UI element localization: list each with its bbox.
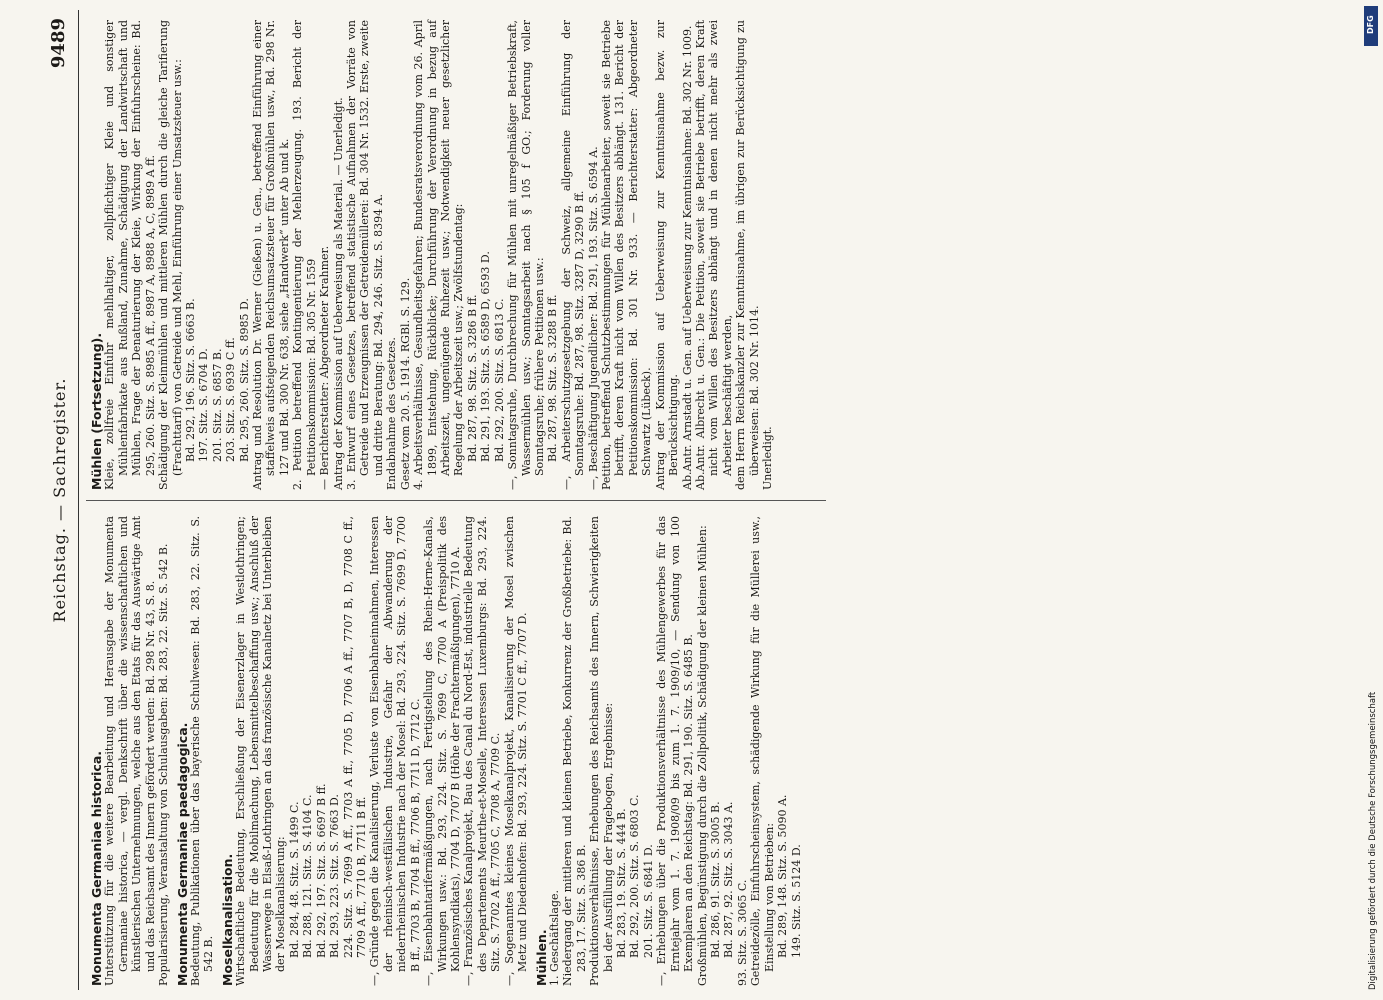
entry-line: Bd. 287, 98. Sitz. S. 3286 B ff. (465, 294, 479, 462)
entry-line: —, Beschäftigung Jugendlicher: Bd. 291, 193. Sitz. S. 6594 A. (586, 146, 600, 490)
entry-line: Bd. 292, 197. Sitz. S. 6697 B ff. (314, 783, 328, 958)
entry-heading: Mühlen. (533, 929, 549, 986)
entry-line: Unterstützung für die weitere Bearbeitung und Herausgabe der Monumenta Germaniae historica, — vergl. Denkschrift über die wissenschaftlichen und künstlerischen Unternehmungen, welche aus den Etats für das Auswärtige Amt und das Reichsamt des Innern gefördert werden: Bd. 298 Nr. 43, S. 8. (103, 516, 157, 986)
entry-line: Bd. 287, 98. Sitz. S. 3288 B ff. (546, 294, 560, 462)
entry-heading: Monumenta Germaniae historica. (89, 750, 104, 986)
page-header (40, 10, 80, 990)
entry-line: Ab.Antr. Albrecht u. Gen.: Die Petition, soweit sie Betriebe betrifft, deren Kraft nicht vom Willen des Besitzers abhängt und in denen nicht mehr als zwei Arbeiter beschäftigt werden, (693, 20, 734, 490)
entry-line: Petition, betreffend Schutzbestimmungen für Mühlenarbeiter, soweit sie Betriebe betrifft, deren Kraft nicht vom Willen des Besitzers abhängt. 131. Bericht der Petitionskommission: Bd. 301 Nr. 933. — Berichterstatter: Abgeordneter Schwartz (Lübeck). (600, 20, 654, 490)
entry-line: Ab.Antr. Arnstadt u. Gen. auf Ueberweisung zur Kenntnisnahme: Bd. 302 Nr. 1009. (680, 25, 694, 490)
entry-line: Bd. 288, 121. Sitz. S. 4104 C. (301, 794, 315, 958)
entry-heading: Monumenta Germaniae paedagogica. (174, 722, 190, 986)
entry-line: Produktionsverhältnisse, Erhebungen des Reichsamts des Innern, Schwierigkeiten bei der Ausfüllung der Fragebogen, Ergebnisse: (588, 516, 615, 986)
entry-line: Großmühlen, Begünstigung durch die Zollpolitik, Schädigung der kleinen Mühlen: (695, 525, 709, 986)
entry-line: —, Sogenanntes kleines Moselkanalprojekt, Kanalisierung der Mosel zwischen Metz und Diedenhofen: Bd. 293, 224. Sitz. S. 7701 C ff., 7707 D. (502, 516, 530, 986)
entry-line: —, Erhebungen über die Produktionsverhältnisse des Mühlengewerbes für das Erntejahr vom 1. 7. 1908/09 bis zum 1. 7. 1909/10, — Sendung von 100 Exemplaren an den Reichstag: Bd. 291, 190. Sitz. S. 6485 B. (655, 516, 696, 986)
entry-line: dem Herrn Reichskanzler zur Kenntnisnahme, im übrigen zur Berücksichtigung zu überweisen: Bd. 302 Nr. 1014. (734, 20, 761, 490)
entry-line: —, Arbeiterschutzgesetzgebung der Schweiz, allgemeine Einführung der Sonntagsruhe: Bd. 287, 98. Sitz. 3287 D, 3290 B ff. (559, 20, 587, 490)
entry-line: 201. Sitz. S. 6857 B. (210, 348, 224, 462)
entry-line: 203. Sitz. S. 6939 C ff. (224, 337, 238, 462)
dfg-logo-text: DFG (1366, 15, 1375, 34)
entry-line: Bd. 286, 91. Sitz. S. 3005 B. (708, 801, 722, 958)
entry-line: —, Gründe gegen die Kanalisierung, Verluste von Eisenbahneinnahmen, Interessen der rheinisch-westfälischen Industrie, Gefahr der Abwanderung der niederrheinischen Industrie nach der Mosel: Bd. 293, 224. Sitz. S. 7699 D, 7700 B ff., 7703 B, 7704 B ff., 7706 B, 7711 D, 7712 C. (368, 516, 422, 986)
entry-line: Antrag der Kommission auf Ueberweisung als Material. — Unerledigt. (331, 97, 345, 490)
entry-line: Bedeutung, Publikationen über das bayerische Schulwesen: Bd. 283, 22. Sitz. S. 542 B. (188, 516, 216, 986)
entry-heading: Mühlen (Fortsetzung). (89, 332, 104, 490)
entry-line: Popularisierung, Veranstaltung von Schulausgaben: Bd. 283, 22. Sitz. S. 542 B. (157, 543, 171, 986)
entry-line: Schädigung der Kleinmühlen und mittleren Mühlen durch die gleiche Tarifierung (Frachttarif) von Getreide und Mehl, Einführung einer Umsatzsteuer usw.: (157, 20, 184, 490)
entry-line: Getreidezölle, Einfuhrscheinsystem, schädigende Wirkung für die Müllerei usw., Einstellung von Betrieben: (749, 516, 776, 986)
register-entry (90, 20, 775, 490)
entry-line: Bd. 291, 193. Sitz. S. 6589 D, 6593 D. (479, 251, 493, 462)
entry-line: Bd. 284, 48. Sitz. S. 1499 C. (287, 801, 301, 958)
register-entry (221, 516, 530, 986)
entry-line: —, Französisches Kanalprojekt, Bau des Canal du Nord-Est, industrielle Bedeutung des Departements Meurthe-et-Moselle, Interessen Luxemburgs: Bd. 293, 224. Sitz. S. 7702 A ff., 7705 C, 7708 A, 7709 C. (462, 516, 503, 986)
entry-line: Bd. 292, 200. Sitz. S. 6813 C. (492, 298, 506, 462)
entry-line: Bd. 283, 19. Sitz. S. 444 B. (615, 808, 629, 958)
register-entry (176, 516, 216, 986)
page-number: 9489 (48, 18, 69, 69)
entry-line: 3. Entwurf eines Gesetzes, betreffend statistische Aufnahmen der Vorräte von Getreide und Erzeugnissen der Getreidemüllerei: Bd. 304 Nr. 1532. Erste, zweite und dritte Beratung: Bd. 294, 246. Sitz. S. 8394 A. (345, 20, 385, 490)
entry-line: Antrag und Resolution Dr. Werner (Gießen) u. Gen., betreffend Einführung einer staffelweis aufsteigenden Reichsumsatzsteuer für Großmühlen usw., Bd. 298 Nr. 127 und Bd. 300 Nr. 638, siehe „Handwerk“ unter Ab und k. (251, 20, 291, 490)
register-entry (535, 516, 803, 986)
left-column (90, 516, 808, 986)
running-title: Reichstag. — Sachregister. (50, 377, 69, 623)
column-divider (86, 500, 826, 501)
entry-line: 93. Sitz. S. 3065 C. (735, 879, 749, 986)
entry-line: Bd. 293, 223. Sitz. S. 7663 D. (328, 794, 342, 958)
entry-heading: Moselkanalisation. (219, 853, 235, 986)
entry-line: 1. Geschäftslage. (547, 890, 561, 986)
rotated-page-content (40, 10, 1340, 990)
entry-line: Bd. 289, 148. Sitz. S. 5090 A. (776, 794, 790, 958)
entry-line: 2. Petition betreffend Kontingentierung der Mehlerzeugung. 193. Bericht der Petitionskommission: Bd. 305 Nr. 1559 (291, 20, 318, 490)
entry-line: Kleie, zollfreie Einfuhr mehlhaltiger, zollpflichtiger Kleie und sonstiger Mühlenfabrikate aus Rußland, Zunahme, Schädigung der Landwirtschaft und Mühlen, Frage der Denaturierung der Kleie, Wirkung der Einfuhrscheine: Bd. 295, 260. Sitz. S. 8985 A ff., 8987 A, 8988 A, C, 8989 A ff. (103, 20, 157, 490)
entry-line: Antrag der Kommission auf Ueberweisung zur Kenntnisnahme bezw. zur Berücksichtigung. (653, 20, 681, 490)
entry-line: 197. Sitz. S. 6704 D. (197, 348, 211, 462)
entry-line: Bd. 287, 92. Sitz. S. 3043 A. (722, 801, 736, 958)
entry-line: Bd. 295, 260. Sitz. S. 8985 D. (237, 298, 251, 462)
digitization-credit: Digitalisierung gefördert durch die Deutsche Forschungsgemeinschaft (1368, 691, 1378, 990)
entry-line: Unerledigt. (761, 426, 775, 490)
entry-line: Niedergang der mittleren und kleinen Betriebe, Konkurrenz der Großbetriebe: Bd. 283, 17. Sitz. S. 386 B. (561, 516, 588, 986)
entry-line: 4. Arbeitsverhältnisse, Gesundheitsgefahren; Bundesratsverordnung vom 26. April 1899, Entstehung, Rückblicke; Durchführung der Verordnung in bezug auf Arbeitszeit, ungenügende Ruhezeit usw.; Notwendigkeit neuer gesetzlicher Regelung der Arbeitszeit usw.; Zwölfstundentag: (412, 20, 466, 490)
entry-line: Bd. 292, 200. Sitz. S. 6803 C. (628, 794, 642, 958)
entry-line: 224. Sitz. S. 7699 A ff., 7703 A ff., 7705 D, 7706 A ff., 7707 B, D, 7708 C ff., 7709 A ff., 7710 B, 7711 B ff. (341, 516, 369, 958)
header-rule (78, 10, 79, 990)
entry-line: 149. Sitz. S. 5124 D. (789, 844, 803, 958)
entry-line: —, Sonntagsruhe, Durchbrechung für Mühlen mit unregelmäßiger Betriebskraft, Wassermühlen usw.; Sonntagsarbeit nach § 105 f GO.; Forderung voller Sonntagsruhe; frühere Petitionen usw.: (506, 20, 546, 490)
right-column (90, 20, 780, 490)
entry-line: Gesetz vom 20. 5. 1914. RGBl. S. 129. (398, 277, 412, 490)
entry-line: Wirtschaftliche Bedeutung, Erschließung der Eisenerzlager in Westlothringen; Bedeutung für die Mobilmachung, Lebensmittelbeschaffung usw.; Anschluß der Wasserwege in Elsaß-Lothringen an das französische Kanalnetz bei Unterbleiben der Moselkanalisierung: (234, 516, 288, 986)
entry-line: —, Eisenbahntarifermäßigungen, nach Fertigstellung des Rhein-Herne-Kanals, Wirkungen usw.: Bd. 293, 224. Sitz. S. 7699 C, 7700 A (Preispolitik des Kohlensyndikats), 7704 D, 7707 B (Höhe der Frachtermäßigungen), 7710 A. (422, 516, 462, 986)
entry-line: Bd. 292, 196. Sitz. S. 6663 B. (183, 298, 197, 462)
entry-line: 201. Sitz. S. 6841 D. (641, 844, 655, 958)
entry-line: Endabnahme des Gesetzes. (385, 337, 399, 490)
register-entry (90, 516, 171, 986)
entry-line: — Berichterstatter: Abgeordneter Krahmer. (318, 245, 332, 490)
